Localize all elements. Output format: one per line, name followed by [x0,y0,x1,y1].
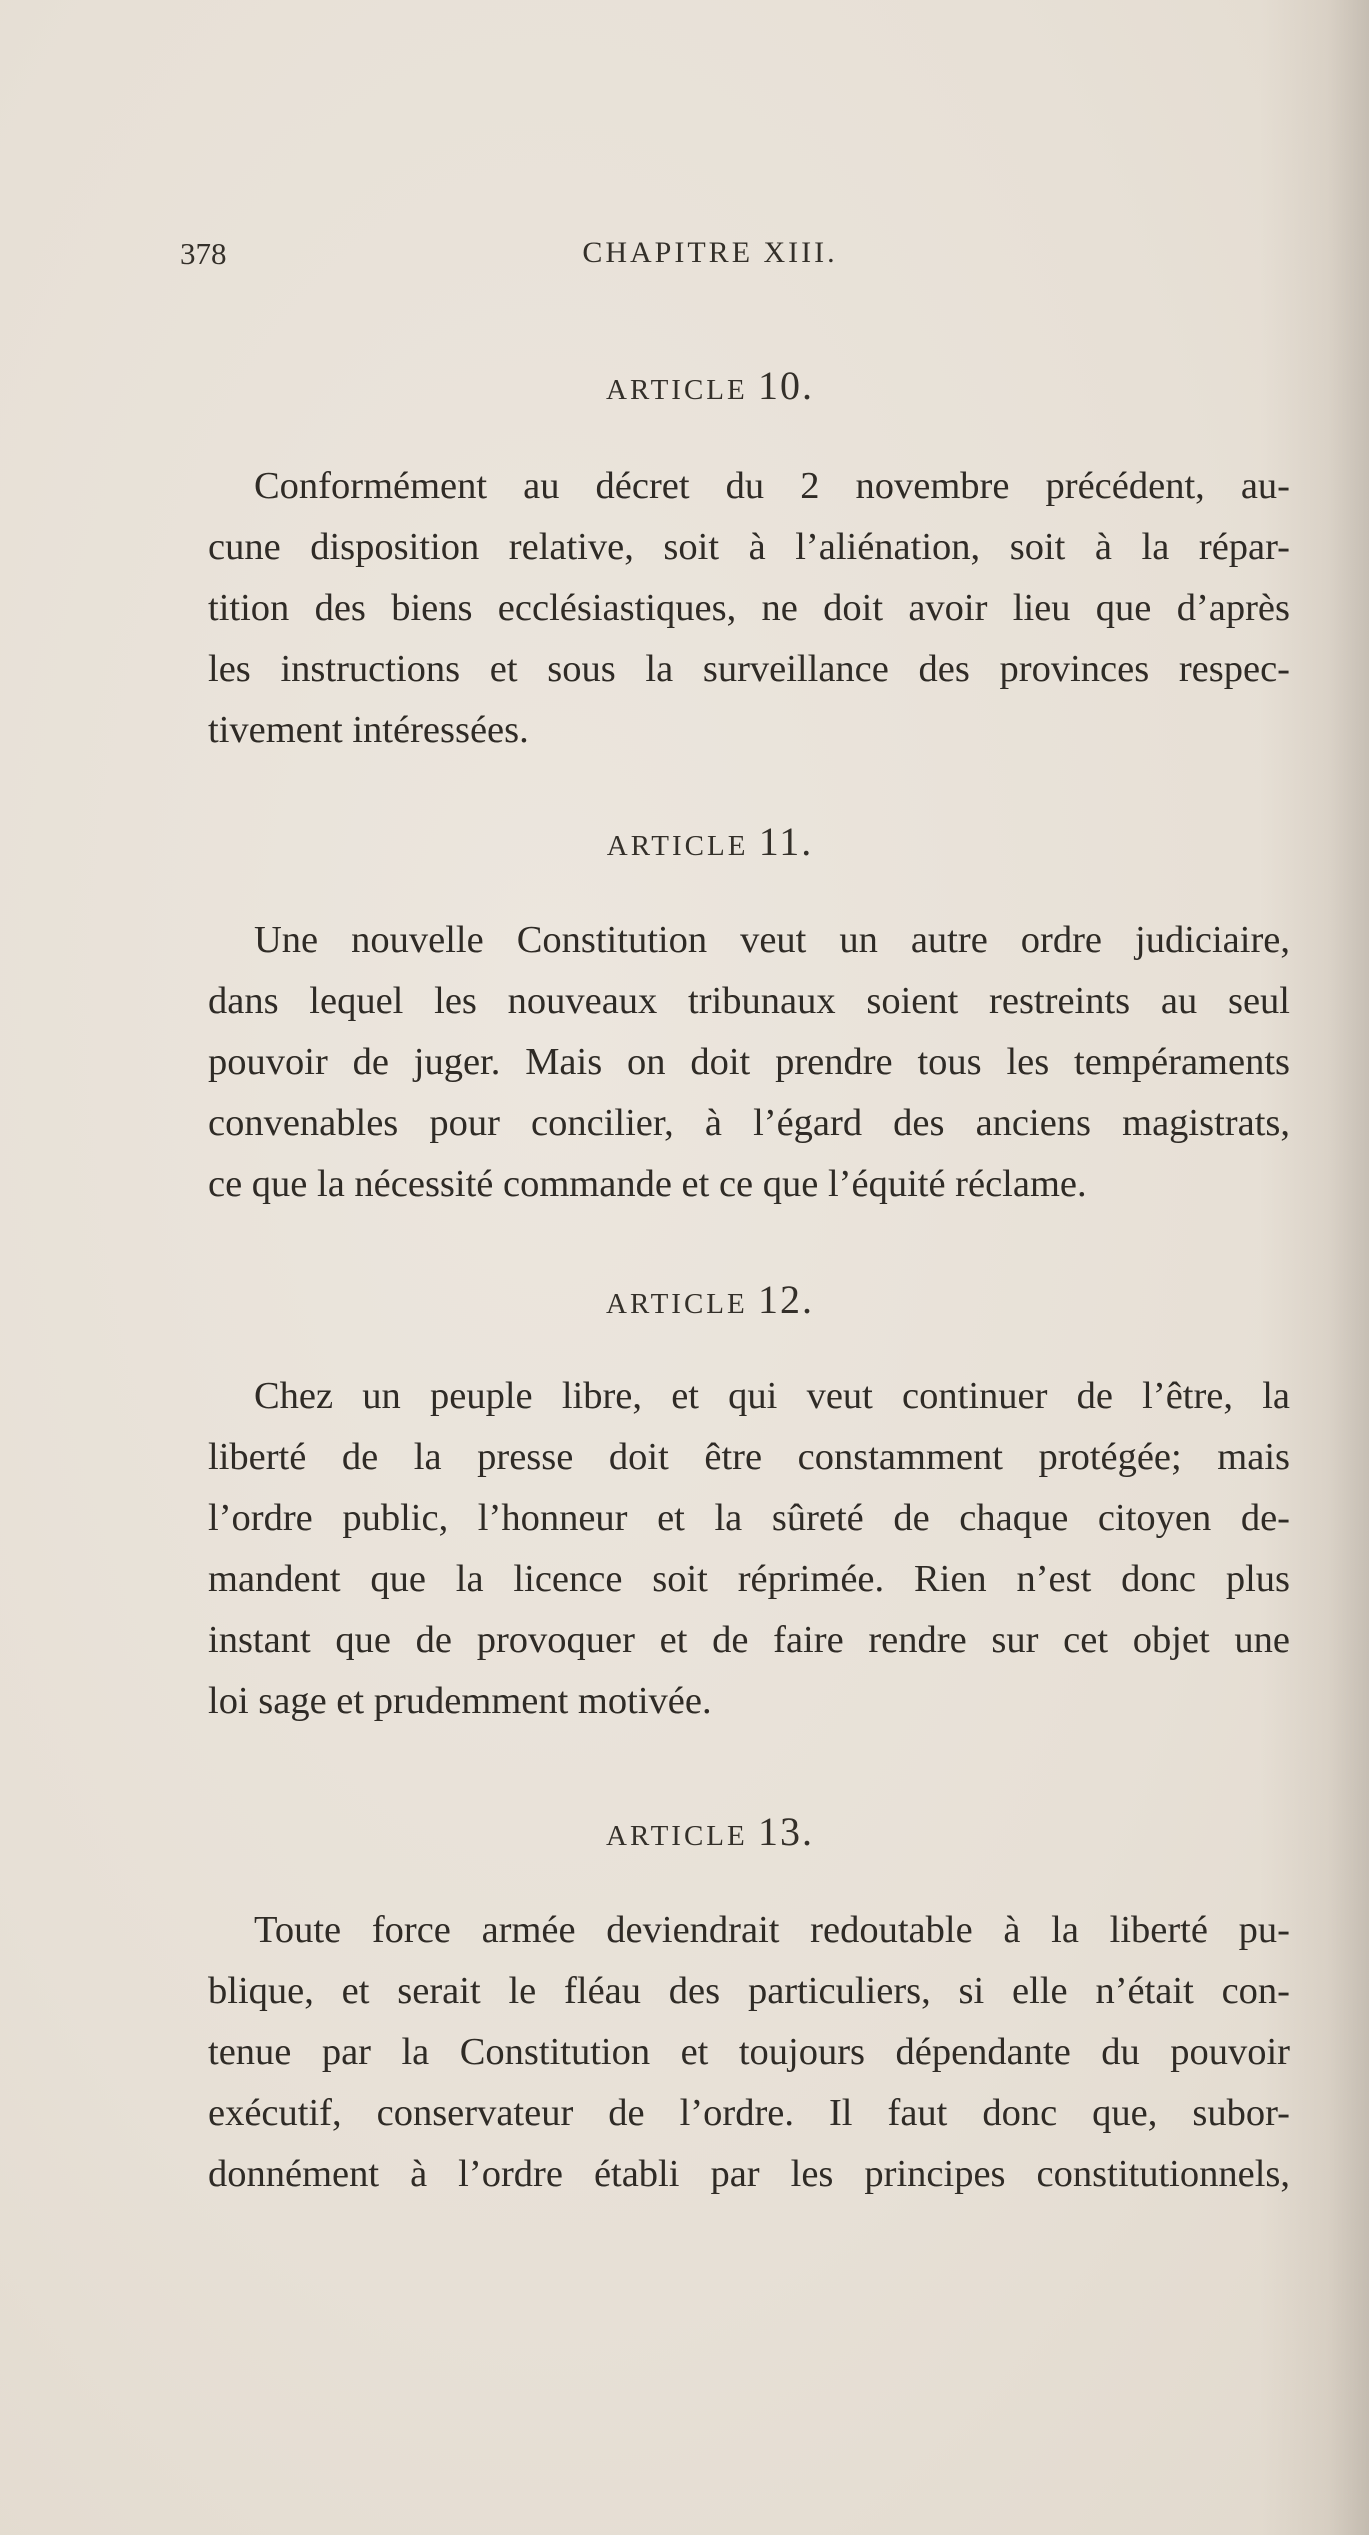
article-label: ARTICLE [606,1820,748,1852]
text-line: Une nouvelle Constitution veut un autre ordre judiciaire, [254,919,1290,961]
article-paragraph [208,456,1290,761]
text-line: blique, et serait le fléau des particuliers, si elle n’était con- [208,1970,1290,2012]
text-line: tenue par la Constitution et toujours dépendante du pouvoir [208,2031,1290,2073]
text-line: Conformément au décret du 2 novembre précédent, au- [254,465,1290,507]
article-paragraph [208,1366,1290,1732]
article-paragraph [208,910,1290,1215]
text-line: liberté de la presse doit être constamment protégée; mais [208,1436,1290,1478]
text-line: tition des biens ecclésiastiques, ne doit avoir lieu que d’après [208,587,1290,629]
article-label: ARTICLE [606,1288,748,1320]
article-number: 11. [758,819,814,864]
article-label: ARTICLE [606,830,749,862]
article-heading [180,818,1240,865]
article-number: 12. [757,1277,814,1322]
text-line: donnément à l’ordre établi par les principes constitutionnels, [208,2153,1290,2195]
text-line: exécutif, conservateur de l’ordre. Il faut donc que, subor- [208,2092,1290,2134]
article-paragraph [208,1900,1290,2205]
text-line: les instructions et sous la surveillance des provinces respec- [208,648,1290,690]
text-line: mandent que la licence soit réprimée. Rien n’est donc plus [208,1558,1290,1600]
text-line: dans lequel les nouveaux tribunaux soient restreints au seul [208,980,1290,1022]
text-line: pouvoir de juger. Mais on doit prendre tous les tempéraments [208,1041,1290,1083]
article-heading [180,362,1240,409]
article-number: 10. [757,363,814,408]
article-heading [180,1276,1240,1323]
text-line: l’ordre public, l’honneur et la sûreté de chaque citoyen de- [208,1497,1290,1539]
text-line: instant que de provoquer et de faire rendre sur cet objet une [208,1619,1290,1661]
text-line: Toute force armée deviendrait redoutable à la liberté pu- [254,1909,1290,1951]
text-line: convenables pour concilier, à l’égard des anciens magistrats, [208,1102,1290,1144]
article-heading [180,1808,1240,1855]
text-line: Chez un peuple libre, et qui veut continuer de l’être, la [254,1375,1290,1417]
text-line: loi sage et prudemment motivée. [208,1680,712,1722]
running-head [180,236,1240,286]
text-line: cune disposition relative, soit à l’aliénation, soit à la répar- [208,526,1290,568]
article-label: ARTICLE [606,374,748,406]
text-line: tivement intéressées. [208,709,529,751]
chapter-title: CHAPITRE XIII. [582,236,838,269]
text-line: ce que la nécessité commande et ce que l’équité réclame. [208,1163,1087,1205]
page-number: 378 [180,236,227,271]
article-number: 13. [757,1809,814,1854]
